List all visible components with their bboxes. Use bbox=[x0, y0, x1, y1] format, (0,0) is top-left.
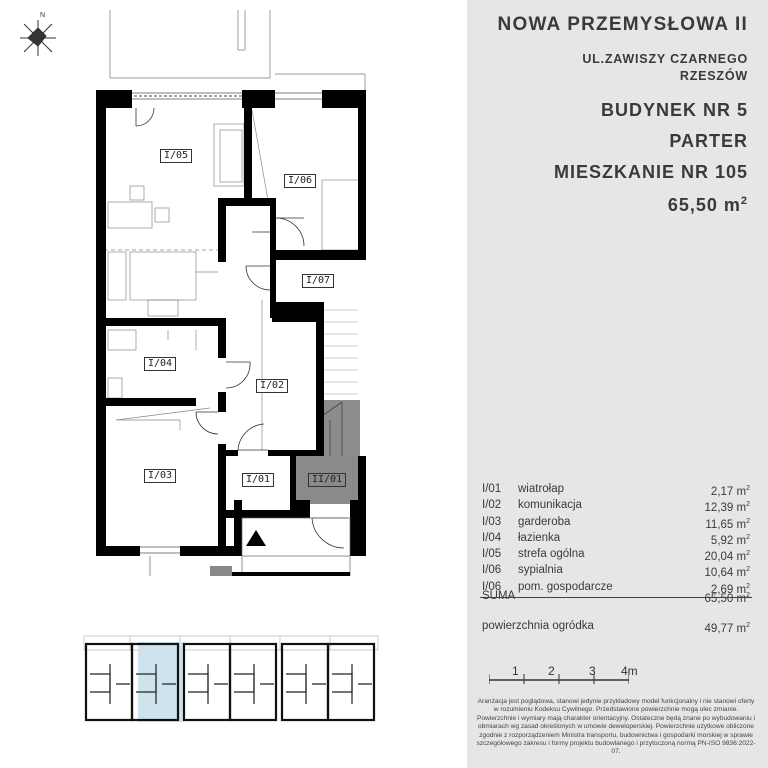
room-label-i07: I/07 bbox=[302, 274, 334, 288]
room-name: pom. gospodarcze bbox=[518, 580, 613, 593]
floor-name: PARTER bbox=[669, 131, 748, 151]
apartment-area-exp: 2 bbox=[740, 195, 748, 207]
room-label-i02: I/02 bbox=[256, 379, 288, 393]
garden-row bbox=[482, 618, 750, 634]
apartment-area bbox=[668, 195, 748, 216]
scale-tick-2: 2 bbox=[548, 664, 555, 678]
city: RZESZÓW bbox=[679, 69, 748, 83]
room-name: strefa ogólna bbox=[518, 548, 585, 561]
garden-value bbox=[705, 618, 750, 637]
room-code: I/05 bbox=[482, 548, 502, 561]
sum-row bbox=[482, 588, 750, 604]
room-area-exp: 2 bbox=[746, 533, 750, 541]
room-code: I/03 bbox=[482, 515, 502, 528]
key-plan-thumbnail bbox=[80, 634, 382, 724]
room-row bbox=[482, 562, 750, 578]
room-area-number: 20,04 m bbox=[704, 551, 747, 564]
room-label-i03: I/03 bbox=[144, 469, 176, 483]
garden-value-number: 49,77 m bbox=[704, 622, 747, 635]
svg-text:N: N bbox=[40, 12, 46, 19]
room-label-ii01: II/01 bbox=[308, 473, 346, 487]
room-code: I/04 bbox=[482, 531, 502, 544]
scale-bar bbox=[489, 666, 629, 686]
scale-tick-3: 3 bbox=[589, 664, 596, 678]
room-label-i06: I/06 bbox=[284, 174, 316, 188]
compass-icon bbox=[20, 12, 56, 56]
room-area-number: 5,92 m bbox=[710, 534, 747, 547]
room-row bbox=[482, 497, 750, 513]
room-area-exp: 2 bbox=[746, 550, 750, 558]
room-label-i04: I/04 bbox=[144, 357, 176, 371]
sum-label: SUMA bbox=[482, 590, 516, 602]
disclaimer-text: Aranżacja jest poglądowa, stanowi jedynie przykładowy model funkcjonalny i nie stanowi oferty w rozumieniu Kodeksu Cywilnego. Przedstawione powierzchnie mogą ulec zmianie. Powierzchnie i wymiary mają charakter orientacyjny. Ostateczne będą znane po wybudowaniu i obmiarach wg zasad określonych w umowie deweloperskiej. Powierzchnie użytkowe obliczone zgodnie z rozporządzeniem Ministra transportu, budownictwa i gospodarki morskiej w sprawie szczegółowego zakresu i formy projektu budowlanego i przytoczoną normą PN-ISO 9836:2022-07. bbox=[476, 698, 756, 756]
room-code: I/02 bbox=[482, 499, 502, 512]
room-name: komunikacja bbox=[518, 499, 582, 512]
room-area-exp: 2 bbox=[746, 566, 750, 574]
room-code: I/06 bbox=[482, 564, 502, 577]
room-area-exp: 2 bbox=[746, 501, 750, 509]
building-number: BUDYNEK NR 5 bbox=[600, 100, 748, 120]
room-name: wiatrołap bbox=[518, 483, 565, 495]
garden-label: powierzchnia ogródka bbox=[482, 620, 594, 632]
room-row bbox=[482, 514, 750, 530]
apartment-area-value: 65,50 m bbox=[667, 195, 741, 215]
room-row bbox=[482, 530, 750, 546]
room-row bbox=[482, 481, 750, 497]
room-area-table bbox=[482, 481, 750, 595]
room-name: garderoba bbox=[518, 515, 571, 528]
room-area-number: 2,17 m bbox=[710, 485, 747, 498]
room-code: I/06 bbox=[482, 580, 502, 593]
sum-value-exp: 2 bbox=[746, 592, 750, 599]
room-area-exp: 2 bbox=[746, 582, 750, 590]
room-area-number: 12,39 m bbox=[704, 502, 747, 515]
room-code: I/01 bbox=[482, 483, 502, 495]
room-area-number: 11,65 m bbox=[705, 518, 747, 531]
room-area-exp: 2 bbox=[746, 485, 750, 492]
room-label-i01: I/01 bbox=[242, 473, 274, 487]
street-address: UL.ZAWISZY CZARNEGO bbox=[582, 52, 748, 66]
scale-tick-1: 1 bbox=[512, 664, 519, 678]
garden-value-exp: 2 bbox=[746, 622, 750, 629]
sum-value-number: 65,50 m bbox=[704, 592, 747, 605]
apartment-number: MIESZKANIE NR 105 bbox=[553, 162, 748, 182]
room-area-number: 10,64 m bbox=[704, 567, 747, 580]
room-label-i05: I/05 bbox=[160, 149, 192, 163]
room-name: łazienka bbox=[518, 531, 561, 544]
room-row bbox=[482, 546, 750, 562]
room-area-exp: 2 bbox=[746, 517, 750, 525]
scale-tick-4: 4m bbox=[621, 664, 638, 678]
room-name: sypialnia bbox=[518, 564, 563, 577]
project-title: NOWA PRZEMYSŁOWA II bbox=[497, 14, 748, 35]
sum-value bbox=[705, 588, 750, 607]
room-area-number: 2,69 m bbox=[710, 583, 747, 596]
